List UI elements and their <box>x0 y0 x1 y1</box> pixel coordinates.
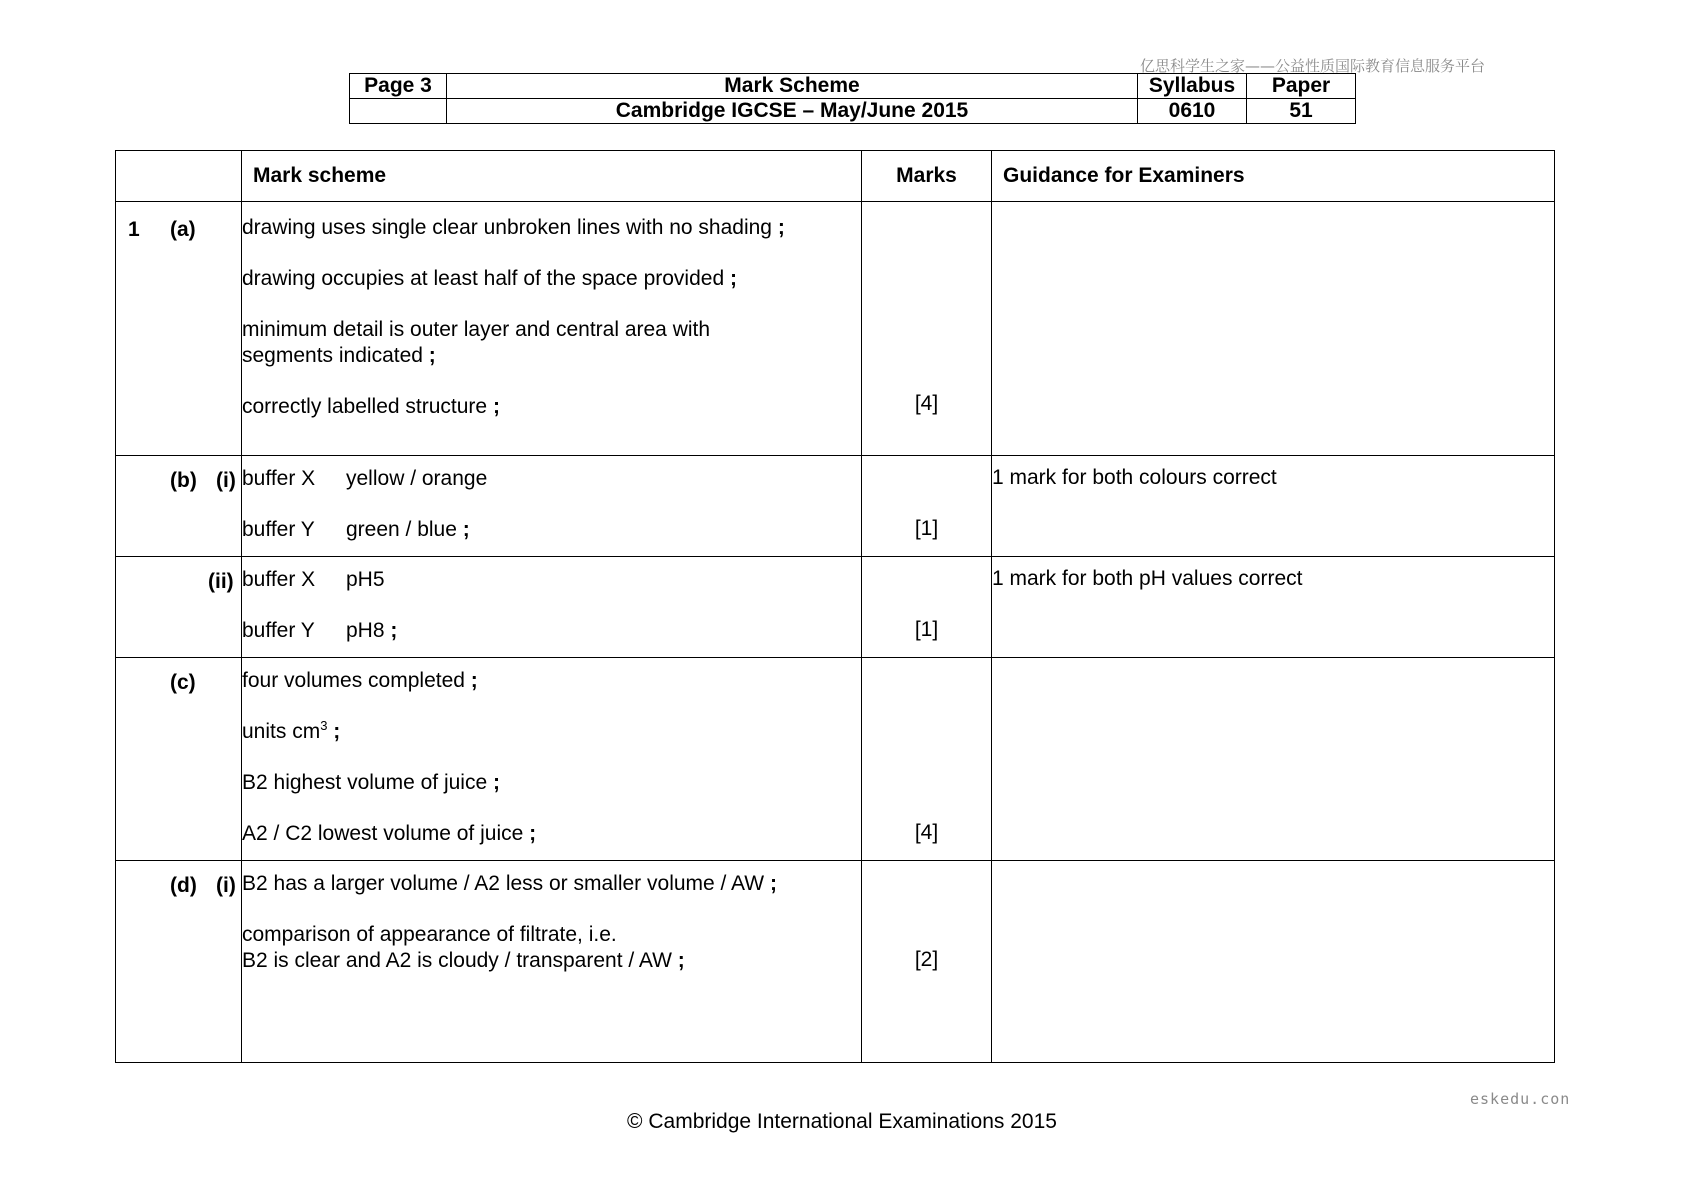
scheme-line: A2 / C2 lowest volume of juice <box>242 822 524 845</box>
marks-cell <box>862 557 992 658</box>
question-part: (c) <box>170 671 196 694</box>
question-cell <box>116 456 242 557</box>
header-paper: 51 <box>1247 99 1356 124</box>
scheme-line: units cm <box>242 720 321 743</box>
question-subpart: (ii) <box>208 570 234 593</box>
footer-copyright: © Cambridge International Examinations 2015 <box>627 1110 1057 1133</box>
scheme-label: buffer Y <box>242 619 315 642</box>
marks-cell <box>862 658 992 861</box>
question-subpart: (i) <box>216 874 236 897</box>
column-header-row <box>116 151 1555 202</box>
marks-value: [4] <box>914 821 939 844</box>
question-cell <box>116 658 242 861</box>
scheme-value: pH8 <box>346 619 385 642</box>
marks-value: [1] <box>914 618 939 641</box>
superscript: 3 <box>320 718 328 733</box>
scheme-cell: four volumes completed ; units $cm^3$ ; B2 highest volume of juice ; A2 / C2 lowest volume of juice ; <box>242 658 862 861</box>
guidance-cell <box>992 456 1555 557</box>
scheme-value: green / blue <box>346 518 457 541</box>
marks-value: [4] <box>914 392 939 415</box>
mark-scheme-table <box>115 150 1555 1063</box>
guidance-cell <box>992 861 1555 1063</box>
scheme-line: B2 has a larger volume / A2 less or smaller volume / AW <box>242 872 765 895</box>
guidance-cell <box>992 202 1555 456</box>
scheme-label: buffer X <box>242 467 316 490</box>
marks-cell <box>862 202 992 456</box>
row-1c <box>116 658 1555 861</box>
question-part: (b) <box>170 469 197 492</box>
scheme-line: segments indicated <box>242 344 423 367</box>
header-empty <box>350 99 447 124</box>
scheme-line: correctly labelled structure <box>242 395 488 418</box>
header-exam: Cambridge IGCSE – May/June 2015 <box>447 99 1138 124</box>
question-cell <box>116 202 242 456</box>
marks-value: [2] <box>914 948 939 971</box>
header-page: Page 3 <box>350 74 447 99</box>
scheme-value: yellow / orange <box>346 467 488 490</box>
guidance-cell <box>992 658 1555 861</box>
scheme-line: comparison of appearance of filtrate, i.e. <box>242 923 617 946</box>
row-1bii <box>116 557 1555 658</box>
row-1a <box>116 202 1555 456</box>
marks-value: [1] <box>914 517 939 540</box>
guidance-text: 1 mark for both pH values correct <box>992 567 1303 590</box>
marks-cell <box>862 456 992 557</box>
row-1di <box>116 861 1555 1063</box>
scheme-cell: B2 has a larger volume / A2 less or smaller volume / AW ; comparison of appearance of filtrate, i.e. B2 is clear and A2 is cloudy / transparent / AW ; <box>242 861 862 1063</box>
watermark-bottom: eskedu.con <box>1470 1090 1571 1108</box>
question-subpart: (i) <box>216 469 236 492</box>
marks-header: Marks <box>862 151 992 202</box>
question-cell <box>116 557 242 658</box>
question-number: 1 <box>128 218 140 241</box>
scheme-line: B2 highest volume of juice <box>242 771 488 794</box>
question-header <box>116 151 242 202</box>
scheme-line: four volumes completed <box>242 669 465 692</box>
guidance-header: Guidance for Examiners <box>992 151 1555 202</box>
scheme-cell: drawing uses single clear unbroken lines with no shading ; drawing occupies at least half of the space provided ; minimum detail is outer layer and central area with segments indicated ; correctly labelled structure ; <box>242 202 862 456</box>
question-part: (d) <box>170 874 197 897</box>
question-part: (a) <box>170 218 196 241</box>
header-syllabus-label: Syllabus <box>1138 74 1247 99</box>
header-table <box>349 73 1356 124</box>
header-syllabus: 0610 <box>1138 99 1247 124</box>
scheme-line: drawing uses single clear unbroken lines with no shading <box>242 216 772 239</box>
scheme-line: minimum detail is outer layer and central area with <box>242 318 711 341</box>
guidance-cell <box>992 557 1555 658</box>
question-cell <box>116 861 242 1063</box>
scheme-cell: buffer X pH5 buffer Y pH8 ; <box>242 557 862 658</box>
header-title: Mark Scheme <box>447 74 1138 99</box>
scheme-line: drawing occupies at least half of the space provided <box>242 267 725 290</box>
scheme-label: buffer Y <box>242 518 315 541</box>
scheme-header: Mark scheme <box>242 151 862 202</box>
marks-cell <box>862 861 992 1063</box>
watermark-top: 亿思科学生之家——公益性质国际教育信息服务平台 <box>1140 57 1486 75</box>
scheme-line: B2 is clear and A2 is cloudy / transparent / AW <box>242 949 672 972</box>
row-1bi <box>116 456 1555 557</box>
scheme-value: pH5 <box>346 568 385 591</box>
scheme-cell: buffer X yellow / orange buffer Y green / blue ; <box>242 456 862 557</box>
header-paper-label: Paper <box>1247 74 1356 99</box>
guidance-text: 1 mark for both colours correct <box>992 466 1277 489</box>
scheme-label: buffer X <box>242 568 316 591</box>
